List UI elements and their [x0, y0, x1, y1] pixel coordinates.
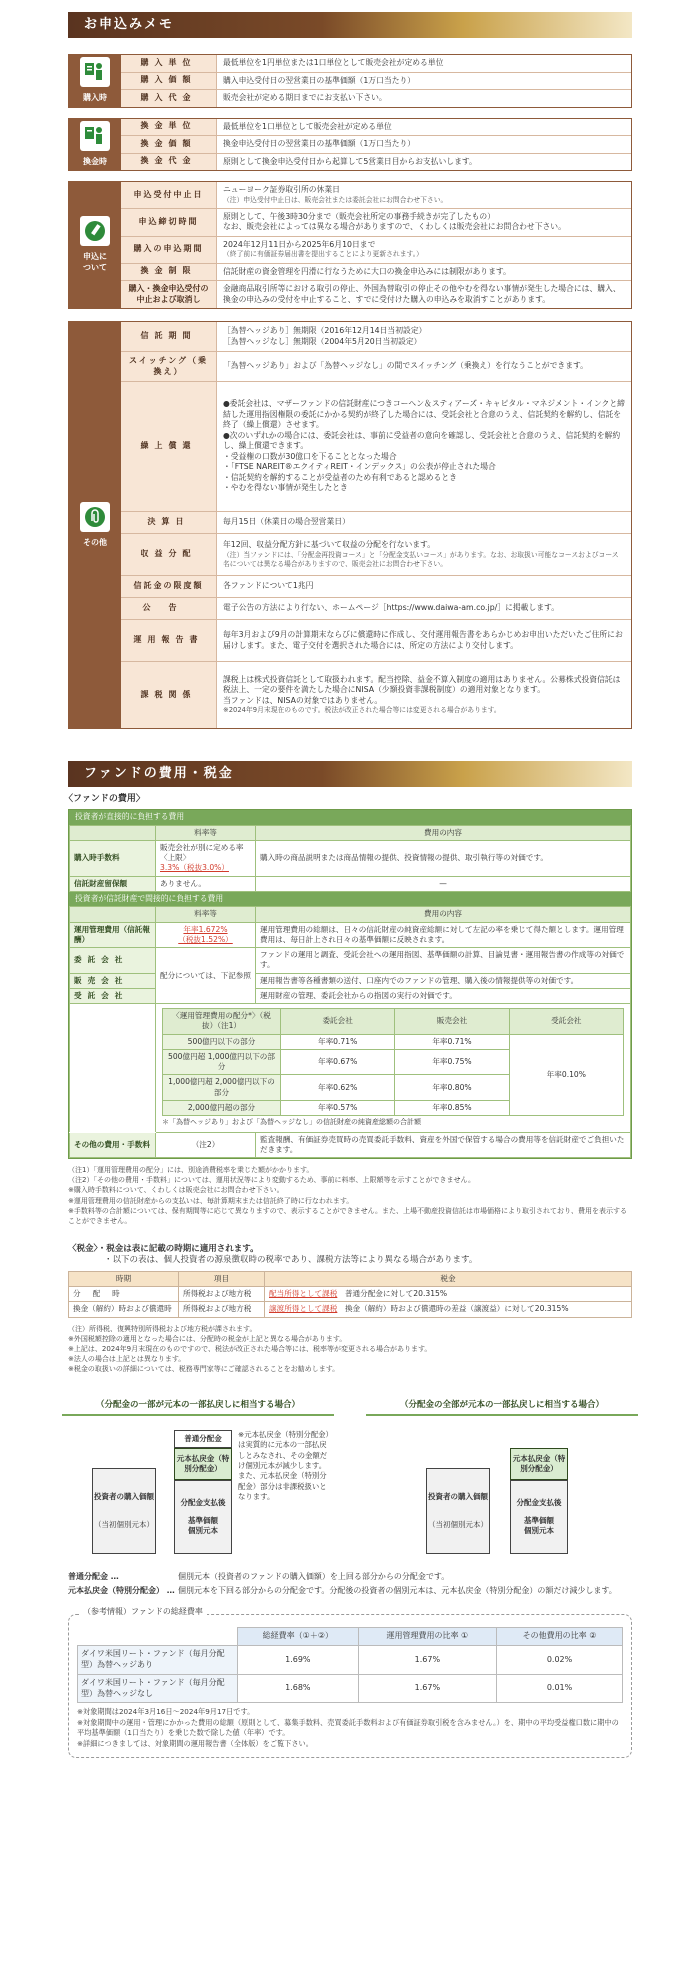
tax-title [68, 1244, 632, 1267]
memo-label: 繰上償還 [121, 382, 217, 511]
memo-row [121, 512, 631, 534]
mgmt-fee-content: 運用管理費用の総額は、日々の信託財産の純資産総額に対して左記の率を乗じて得た額とします。運用管理費用は、毎日計上され日々の基準価額に反映されます。 [256, 922, 631, 948]
memo-value: 各ファンドについて1兆円 [223, 581, 314, 591]
tax-section [0, 1244, 700, 1374]
memo-label: 購入の申込期間 [121, 237, 217, 263]
memo-value-text2: ●次のいずれかの場合には、委託会社は、事前に受益者の意向を確認し、受託会社と合意のうえ、信託契約を解約し、繰上償還できます。 [223, 430, 621, 451]
rate-head: 料率等 [156, 825, 256, 840]
memo-value-text: ニューヨーク証券取引所の休業日 [223, 185, 340, 195]
alloc-range: 2,000億円超の部分 [163, 1100, 281, 1115]
rate-head: 料率等 [156, 907, 256, 922]
cost-notes [68, 1165, 632, 1226]
memo-label: 収益分配 [121, 534, 217, 575]
tax-title-line2: ・以下の表は、個人投資者の源泉徴収時の税率であり、課税方法等により異なる場合があります。 [104, 1255, 478, 1266]
alloc-trustor: 年率0.67% [281, 1049, 395, 1075]
apply-block [68, 181, 632, 309]
cost-note: ※運用管理費用の信託財産からの支払いは、毎計算期末または信託終了時に行なわれます。 [68, 1196, 354, 1205]
ref-col-mgmt: 運用管理費用の比率 ① [358, 1628, 496, 1646]
memo-value-text: 課税上は株式投資信託として取扱われます。配当控除、益金不算入制度の適用はありません。公募株式投資信託は税法上、一定の要件を満たした場合にNISA（少額投資非課税制度）の適用対象となります。 [223, 674, 621, 695]
redeem-icon-label: 換金時 [83, 156, 107, 166]
principal-refund-note: ※元本払戻金（特別分配金）は実質的に元本の一部払戻しとみなされ、その金額だけ個別元本が減少します。また、元本払戻金（特別分配金）部分は非課税扱いとなります。 [238, 1429, 330, 1502]
memo-value: 販売会社が定める期日までにお支払い下さい。 [223, 93, 387, 103]
alloc-col-trustor: 委託会社 [281, 1009, 395, 1035]
tax-item: 所得税および地方税 [179, 1302, 265, 1317]
tax-item: 所得税および地方税 [179, 1287, 265, 1302]
principal-refund-box: 元本払戻金（特別分配金） [510, 1448, 568, 1480]
tax-note: ※上記は、2024年9月末現在のものですので、税法が改正された場合等には、税率等が変更される場合があります。 [68, 1344, 432, 1353]
memo-section [0, 0, 700, 729]
apply-icon-cell [69, 182, 121, 308]
other-fee-content: 監査報酬、有価証券売買時の売買委託手数料、資産を外国で保管する場合の費用等を信託財産でご負担いただきます。 [256, 1132, 631, 1158]
alloc-trustee: 年率0.10% [509, 1034, 623, 1116]
memo-label: 換金制限 [121, 264, 217, 281]
ref-mgmt: 1.67% [358, 1646, 496, 1675]
tax-period: 分配時 [69, 1287, 179, 1302]
cost-subtitle: 〈ファンドの費用〉 [64, 794, 145, 805]
tax-period: 換金（解約）時および償還時 [69, 1302, 179, 1317]
memo-row [121, 281, 631, 308]
tax-desc: 換金（解約）時および償還時の差益（譲渡益）に対して20.315% [344, 1304, 569, 1314]
ordinary-dist-box: 普通分配金 [174, 1430, 232, 1448]
investor-price-label: 投資者の購入価額 [428, 1491, 488, 1501]
cost-note: ※購入時手数料について、くわしくは販売会社にお問合わせ下さい。 [68, 1186, 284, 1195]
memo-value [217, 182, 631, 208]
memo-row [121, 73, 631, 91]
tax-note: ※法人の場合は上記とは異なります。 [68, 1355, 186, 1364]
memo-value-note: （終了前に有価証券届出書を提出することにより更新されます。） [223, 250, 423, 259]
tax-note: （注）所得税、復興特別所得税および地方税が課されます。 [68, 1324, 257, 1333]
memo-label: 換金代金 [121, 154, 217, 171]
investor-price-label: 投資者の購入価額 [94, 1491, 154, 1501]
legend-value: 個別元本を下回る部分からの分配金です。分配後の投資者の個別元本は、元本払戻金（特別分配金）の額だけ減少します。 [178, 1585, 617, 1595]
blank-head [70, 907, 156, 922]
ref-note: ※対象期間は2024年3月16日〜2024年9月17日です。 [77, 1707, 255, 1717]
cost-note: （注1）「運用管理費用の配分」には、別途消費税率を乗じた額がかかります。 [68, 1166, 314, 1175]
memo-label: 課税関係 [121, 662, 217, 728]
reference-title: （参考情報）ファンドの総経費率 [79, 1607, 207, 1618]
purchase-fee-rate-value: 3.3%（税抜3.0%） [160, 863, 229, 873]
memo-label: 購入・換金申込受付の中止および取消し [121, 281, 217, 308]
memo-value-text: 原則として、午後3時30分まで（販売会社所定の事務手続きが完了したもの） [223, 211, 496, 221]
diagram-full [366, 1398, 638, 1563]
distribution-diagrams [62, 1398, 638, 1563]
purchase-icon-cell [69, 55, 121, 107]
legend-value: 個別元本（投資者のファンドの購入価額）を上回る部分からの分配金です。 [178, 1571, 450, 1581]
tax-desc-cell [265, 1302, 632, 1317]
trustee-content: 運用財産の管理、委託会社からの指図の実行の対価です。 [256, 988, 631, 1003]
memo-row [121, 598, 631, 620]
memo-value-note: なお、販売会社によっては異なる場合がありますので、くわしくは販売会社にお問合わせ下さい。 [223, 222, 566, 232]
memo-title: お申込みメモ [84, 17, 175, 33]
tax-col-tax: 税金 [265, 1271, 632, 1286]
memo-value: 最低単位を1口単位として販売会社が定める単位 [223, 121, 392, 131]
alloc-spacer [70, 1004, 156, 1132]
tax-kind: 譲渡所得として課税 [269, 1304, 338, 1314]
investor-principal-label: （当初個別元本） [428, 1519, 488, 1529]
cost-note: （注2）「その他の費用・手数料」については、運用状況等により変動するため、事前に料率、上限額等を示すことができません。 [68, 1176, 475, 1185]
memo-label: 運用報告書 [121, 620, 217, 661]
purchase-fee-rate [156, 840, 256, 876]
memo-value-note: （注）当ファンドには、「分配金再投資コース」と「分配金支払いコース」があります。なお、お取扱い可能なコースおよびコース名については異なる場合がありますので、販売会社にお問合わせ下さい。 [223, 550, 619, 568]
memo-row [121, 662, 631, 728]
after-dist-box [174, 1480, 232, 1554]
mgmt-fee-rate-ex: （税抜1.52%） [178, 934, 233, 944]
other-block [68, 321, 632, 729]
tax-col-period: 時期 [69, 1271, 179, 1286]
reserve-content: — [256, 876, 631, 891]
content-head: 費用の内容 [256, 907, 631, 922]
investor-price-box [92, 1468, 156, 1554]
cost-table-wrap [68, 809, 632, 1159]
cost-note: ※手数料等の合計額については、保有期間等に応じて異なりますので、表示することができません。また、上場不動産投資信託は市場価格により取引されており、費用を表示することができません。 [68, 1206, 628, 1225]
tax-desc-cell [265, 1287, 632, 1302]
indirect-cost-bar: 投資者が信託財産で間接的に負担する費用 [69, 892, 631, 907]
memo-row [121, 322, 631, 352]
cost-header [68, 761, 632, 787]
memo-value [217, 209, 631, 236]
purchase-icon-label: 購入時 [83, 93, 107, 103]
reserve-label: 信託財産留保額 [70, 876, 156, 891]
mgmt-fee-rate-text: 年率1.672% [183, 924, 228, 934]
trustor-label: 委託会社 [70, 948, 156, 974]
memo-row [121, 90, 631, 107]
alloc-trustor: 年率0.62% [281, 1075, 395, 1101]
seller-label: 販売会社 [70, 973, 156, 988]
alloc-trustor: 年率0.71% [281, 1034, 395, 1049]
ref-col-blank [78, 1628, 238, 1646]
mgmt-fee-rate [156, 922, 256, 948]
memo-header [68, 12, 632, 38]
investor-price-box [426, 1468, 490, 1554]
memo-list-item: ・「FTSE NAREIT®エクイティREIT・インデックス」の公表が停止された場合 [223, 462, 496, 472]
after-dist-label: 分配金支払後 [516, 1497, 562, 1507]
memo-label: 購入価額 [121, 73, 217, 90]
ref-col-total: 総経費率（①＋②） [238, 1628, 359, 1646]
ref-note: ※対象期間中の運用・管理にかかった費用の総額（原則として、募集手数料、売買委託手数料および有価証券取引税を含みません。）を、期中の平均受益権口数に期中の平均基準価額（1口当たり）を乗じた数で除した値（年率）です。 [77, 1717, 619, 1738]
purchase-fee-label: 購入時手数料 [70, 840, 156, 876]
alloc-col-trustee: 受託会社 [509, 1009, 623, 1035]
memo-row [121, 209, 631, 237]
distribution-legend [68, 1572, 632, 1597]
alloc-note: 配分については、下記参照 [156, 948, 256, 1004]
trustee-label: 受託会社 [70, 988, 156, 1003]
tax-kind: 配当所得として課税 [269, 1289, 338, 1299]
purchase-fee-content: 購入時の商品説明または商品情報の提供、投資情報の提供、取引執行等の対価です。 [256, 840, 631, 876]
memo-row [121, 534, 631, 576]
other-fee-label: その他の費用・手数料 [70, 1132, 156, 1158]
memo-row [121, 382, 631, 512]
alloc-seller: 年率0.75% [395, 1049, 509, 1075]
memo-list-item: ・やむを得ない事情が発生したとき [223, 483, 348, 493]
alloc-trustor: 年率0.57% [281, 1100, 395, 1115]
diagram-full-title: （分配金の全部が元本の一部払戻しに相当する場合） [366, 1398, 638, 1415]
ref-total: 1.68% [238, 1674, 359, 1703]
memo-value-text2: ［為替ヘッジなし］無期限（2004年5月20日当初設定） [223, 336, 422, 346]
direct-cost-bar: 投資者が直接的に負担する費用 [69, 810, 631, 825]
tax-note: ※外国税額控除の適用となった場合には、分配時の税金が上記と異なる場合があります。 [68, 1334, 347, 1343]
memo-row [121, 119, 631, 137]
reference-notes [77, 1707, 623, 1749]
other-icon-label: その他 [83, 537, 107, 547]
alloc-range: 500億円超 1,000億円以下の部分 [163, 1049, 281, 1075]
memo-label: 公告 [121, 598, 217, 619]
memo-row [121, 576, 631, 598]
principal-refund-box: 元本払戻金（特別分配金） [174, 1448, 232, 1480]
tax-note: ※税金の取扱いの詳細については、税務専門家等にご確認されることをお勧めします。 [68, 1365, 340, 1374]
alloc-table [162, 1008, 624, 1116]
memo-row [121, 182, 631, 209]
blank-head [70, 825, 156, 840]
investor-principal-label: （当初個別元本） [94, 1519, 154, 1529]
indiv-principal-label: 個別元本 [524, 1525, 554, 1535]
memo-value-note: ※2024年9月末現在のものです。税法が改正された場合等には変更される場合があります。 [223, 706, 501, 715]
memo-value-note: （注）申込受付中止日は、販売会社または委託会社にお問合わせ下さい。 [223, 195, 448, 204]
reference-box [68, 1607, 632, 1758]
alloc-seller: 年率0.71% [395, 1034, 509, 1049]
memo-row [121, 237, 631, 264]
ref-mgmt: 1.67% [358, 1674, 496, 1703]
alloc-col-seller: 販売会社 [395, 1009, 509, 1035]
other-icon-cell [69, 322, 121, 728]
apply-icon-label: 申込について [83, 252, 107, 273]
memo-value: 金融商品取引所等における取引の停止、外国為替取引の停止その他やむを得ない事情が発生した場合には、購入、換金の申込みの受付を中止すること、すでに受付けた購入の申込みを取消すことがあります。 [223, 284, 621, 304]
indiv-principal-label: 個別元本 [188, 1525, 218, 1535]
reserve-rate: ありません。 [156, 876, 256, 891]
mgmt-fee-label: 運用管理費用（信託報酬） [70, 922, 156, 948]
memo-value: 信託財産の資金管理を円滑に行なうために大口の換金申込みには制限があります。 [223, 266, 511, 276]
memo-label: 購入単位 [121, 55, 217, 72]
memo-value: 換金申込受付日の翌営業日の基準価額（1万口当たり） [223, 139, 416, 149]
pencil-icon [80, 216, 110, 246]
trustor-content: ファンドの運用と調査、受託会社への運用指図、基準価額の計算、目論見書・運用報告書の作成等の対価です。 [256, 948, 631, 974]
memo-value-text: ●委託会社は、マザーファンドの信託財産につきコーヘン＆スティアーズ・キャピタル・マネジメント・インクと締結した運用指図権限の委託にかかる契約が終了した場合には、受託会社と合意のうえ、信託契約を解約し、信託を終了（繰上償還）させます。 [223, 399, 625, 430]
reference-table [77, 1627, 623, 1703]
memo-value-text: 2024年12月11日から2025年6月10日まで [223, 239, 376, 249]
legend-item [68, 1586, 632, 1597]
alloc-seller: 年率0.80% [395, 1075, 509, 1101]
other-fee-rate: （注2） [156, 1132, 256, 1158]
ref-total: 1.69% [238, 1646, 359, 1675]
memo-value-text: ［為替ヘッジあり］無期限（2016年12月14日当初設定） [223, 326, 427, 336]
redeem-icon-cell [69, 119, 121, 171]
tax-title-line1: 〈税金〉・税金は表に記載の時期に適用されます。 [68, 1244, 259, 1254]
alloc-foot: ＊「為替ヘッジあり」および「為替ヘッジなし」の信託財産の純資産総額の合計額 [162, 1118, 421, 1127]
memo-label: 換金価額 [121, 136, 217, 153]
memo-value: 毎年3月および9月の計算期末ならびに償還時に作成し、交付運用報告書をあらかじめお申出いただいたご住所にお届けします。また、電子交付を選択された場合には、所定の方法により交付します。 [223, 630, 623, 650]
memo-list-item: ・受益権の口数が30億口を下ることとなった場合 [223, 451, 397, 461]
redeem-person-icon [80, 121, 110, 151]
purchase-person-icon [80, 57, 110, 87]
alloc-cell [156, 1004, 631, 1132]
memo-row [121, 136, 631, 154]
diagram-partial [62, 1398, 334, 1563]
memo-label: 換金単位 [121, 119, 217, 136]
memo-list-item: ・信託契約を解約することが受益者のため有利であると認めるとき [223, 472, 457, 482]
memo-value: 毎月15日（休業日の場合翌営業日） [223, 517, 350, 527]
memo-label: 信託金の限度額 [121, 576, 217, 597]
memo-label: 購入代金 [121, 90, 217, 107]
ref-col-other: その他費用の比率 ② [497, 1628, 623, 1646]
ref-other: 0.01% [497, 1674, 623, 1703]
ref-note: ※詳細につきましては、対象期間の運用報告書（全体版）をご覧下さい。 [77, 1738, 313, 1748]
memo-row [121, 352, 631, 382]
paperclip-icon [80, 502, 110, 532]
tax-table [68, 1271, 632, 1318]
cost-title: ファンドの費用・税金 [84, 766, 234, 782]
alloc-seller: 年率0.85% [395, 1100, 509, 1115]
memo-row [121, 154, 631, 171]
memo-value [217, 382, 631, 511]
seller-content: 運用報告書等各種書類の送付、口座内でのファンドの管理、購入後の情報提供等の対価です。 [256, 973, 631, 988]
direct-cost-table [69, 825, 631, 892]
memo-value: 購入申込受付日の翌営業日の基準価額（1万口当たり） [223, 75, 416, 85]
memo-value: 原則として換金申込受付日から起算して5営業日目からお支払いします。 [223, 156, 477, 166]
cost-section [0, 761, 700, 1226]
legend-key: 普通分配金 … [68, 1571, 119, 1581]
alloc-range: 1,000億円超 2,000億円以下の部分 [163, 1075, 281, 1101]
ref-fund-name: ダイワ米国リート・ファンド（毎月分配型）為替ヘッジなし [78, 1674, 238, 1703]
memo-value [217, 237, 631, 263]
memo-value [217, 534, 631, 575]
legend-item [68, 1572, 632, 1583]
memo-value-text2: 当ファンドは、NISAの対象ではありません。 [223, 695, 383, 705]
tax-desc: 普通分配金に対して20.315% [344, 1289, 448, 1299]
memo-row [121, 620, 631, 662]
memo-label: 決算日 [121, 512, 217, 533]
after-dist-box [510, 1480, 568, 1554]
base-price-label: 基準価額 [188, 1515, 218, 1525]
purchase-fee-rate-text: 販売会社が別に定める率〈上限〉 [160, 842, 244, 863]
base-price-label: 基準価額 [524, 1515, 554, 1525]
memo-row [121, 264, 631, 282]
alloc-head: 〈運用管理費用の配分*〉（税抜）（注1） [163, 1009, 281, 1035]
memo-label: 申込受付中止日 [121, 182, 217, 208]
alloc-range: 500億円以下の部分 [163, 1034, 281, 1049]
memo-value [217, 322, 631, 351]
memo-label: スイッチング（乗換え） [121, 352, 217, 381]
memo-value [217, 662, 631, 728]
tax-notes [68, 1324, 632, 1375]
ref-fund-name: ダイワ米国リート・ファンド（毎月分配型）為替ヘッジあり [78, 1646, 238, 1675]
diagram-partial-title: （分配金の一部が元本の一部払戻しに相当する場合） [62, 1398, 334, 1415]
memo-value: 「為替ヘッジあり」および「為替ヘッジなし」の間でスイッチング（乗換え）を行なうことができます。 [223, 361, 588, 371]
memo-value: 最低単位を1円単位または1口単位として販売会社が定める単位 [223, 58, 444, 67]
tax-col-item: 項目 [179, 1271, 265, 1286]
memo-label: 申込締切時間 [121, 209, 217, 236]
legend-key: 元本払戻金（特別分配金） … [68, 1585, 175, 1595]
memo-value: 電子公告の方法により行ない、ホームページ［https://www.daiwa-am.co.jp/］に掲載します。 [223, 603, 560, 613]
memo-value-text: 年12回、収益分配方針に基づいて収益の分配を行ないます。 [223, 540, 436, 550]
redeem-block [68, 118, 632, 172]
content-head: 費用の内容 [256, 825, 631, 840]
after-dist-label: 分配金支払後 [180, 1497, 226, 1507]
memo-label: 信託期間 [121, 322, 217, 351]
memo-row [121, 55, 631, 73]
indirect-cost-table [69, 906, 631, 1158]
purchase-block [68, 54, 632, 108]
ref-other: 0.02% [497, 1646, 623, 1675]
